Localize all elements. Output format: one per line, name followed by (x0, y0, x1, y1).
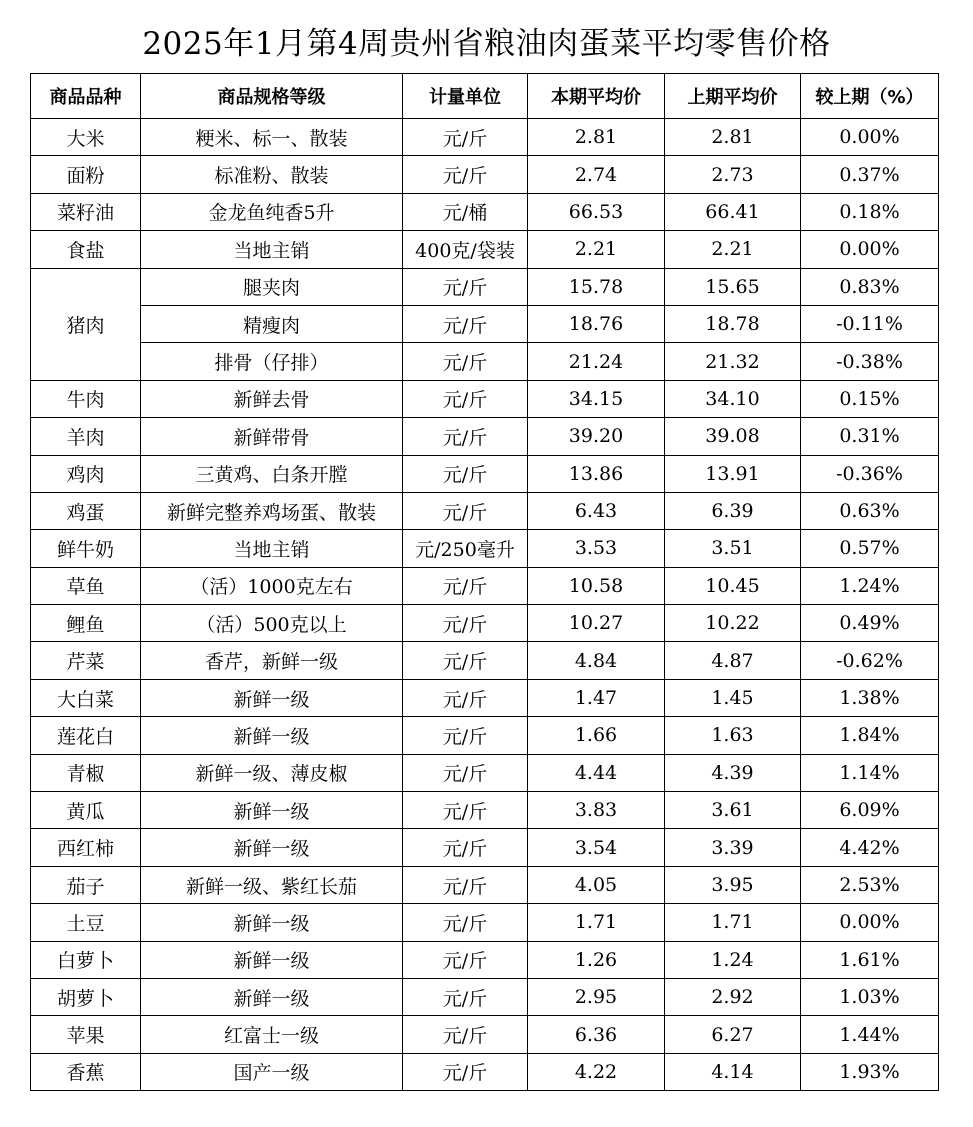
table-row (31, 978, 939, 1015)
cell-unit: 元/斤 (403, 343, 528, 380)
cell-change: 1.14% (801, 754, 939, 791)
cell-spec: 当地主销 (141, 530, 403, 567)
cell-category: 草鱼 (31, 567, 141, 604)
table-row (31, 193, 939, 230)
cell-change: 1.93% (801, 1053, 939, 1090)
cell-category: 茄子 (31, 866, 141, 903)
cell-unit: 元/斤 (403, 305, 528, 342)
cell-previous-price: 66.41 (665, 193, 801, 230)
cell-spec: 排骨（仔排） (141, 343, 403, 380)
cell-change: 0.18% (801, 193, 939, 230)
cell-change: -0.38% (801, 343, 939, 380)
cell-change: -0.11% (801, 305, 939, 342)
table-row (31, 305, 939, 342)
cell-category: 胡萝卜 (31, 978, 141, 1015)
cell-previous-price: 34.10 (665, 380, 801, 417)
cell-category: 芹菜 (31, 642, 141, 679)
cell-spec: 红富士一级 (141, 1016, 403, 1053)
cell-previous-price: 10.45 (665, 567, 801, 604)
cell-category: 面粉 (31, 156, 141, 193)
table-row (31, 492, 939, 529)
cell-current-price: 2.81 (528, 119, 665, 156)
cell-change: 0.00% (801, 119, 939, 156)
cell-previous-price: 6.27 (665, 1016, 801, 1053)
cell-spec: 标准粉、散装 (141, 156, 403, 193)
table-row (31, 231, 939, 268)
page-title: 2025年1月第4周贵州省粮油肉蛋菜平均零售价格 (142, 26, 831, 62)
cell-unit: 元/斤 (403, 418, 528, 455)
cell-previous-price: 15.65 (665, 268, 801, 305)
table-row (31, 605, 939, 642)
cell-previous-price: 2.92 (665, 978, 801, 1015)
cell-spec: 新鲜一级 (141, 904, 403, 941)
cell-change: 0.49% (801, 605, 939, 642)
cell-current-price: 6.36 (528, 1016, 665, 1053)
cell-previous-price: 18.78 (665, 305, 801, 342)
cell-category: 鲜牛奶 (31, 530, 141, 567)
cell-previous-price: 3.61 (665, 792, 801, 829)
cell-unit: 元/斤 (403, 978, 528, 1015)
cell-unit: 元/斤 (403, 567, 528, 604)
cell-change: 1.44% (801, 1016, 939, 1053)
cell-unit: 元/斤 (403, 866, 528, 903)
table-row (31, 343, 939, 380)
cell-category: 猪肉 (31, 268, 141, 380)
cell-current-price: 4.22 (528, 1053, 665, 1090)
cell-previous-price: 13.91 (665, 455, 801, 492)
cell-previous-price: 1.45 (665, 679, 801, 716)
cell-unit: 元/斤 (403, 605, 528, 642)
cell-current-price: 39.20 (528, 418, 665, 455)
cell-spec: 腿夹肉 (141, 268, 403, 305)
cell-category: 黄瓜 (31, 792, 141, 829)
cell-unit: 元/斤 (403, 1053, 528, 1090)
cell-change: 2.53% (801, 866, 939, 903)
cell-previous-price: 4.14 (665, 1053, 801, 1090)
cell-unit: 元/斤 (403, 941, 528, 978)
cell-spec: 精瘦肉 (141, 305, 403, 342)
cell-category: 西红柿 (31, 829, 141, 866)
cell-unit: 元/斤 (403, 492, 528, 529)
table-row (31, 792, 939, 829)
cell-spec: 新鲜一级 (141, 829, 403, 866)
cell-previous-price: 10.22 (665, 605, 801, 642)
cell-change: -0.62% (801, 642, 939, 679)
header-change: 较上期（%） (801, 74, 939, 119)
cell-spec: 新鲜一级 (141, 978, 403, 1015)
cell-previous-price: 3.39 (665, 829, 801, 866)
cell-spec: 新鲜一级、薄皮椒 (141, 754, 403, 791)
table-row (31, 567, 939, 604)
cell-current-price: 4.05 (528, 866, 665, 903)
header-unit: 计量单位 (403, 74, 528, 119)
table-row (31, 380, 939, 417)
table-row (31, 642, 939, 679)
cell-spec: 当地主销 (141, 231, 403, 268)
cell-category: 鸡蛋 (31, 492, 141, 529)
table-row (31, 679, 939, 716)
cell-spec: （活）500克以上 (141, 605, 403, 642)
cell-unit: 元/斤 (403, 455, 528, 492)
cell-unit: 元/250毫升 (403, 530, 528, 567)
cell-current-price: 10.27 (528, 605, 665, 642)
table-row (31, 268, 939, 305)
cell-unit: 元/斤 (403, 904, 528, 941)
header-category: 商品品种 (31, 74, 141, 119)
cell-change: 1.61% (801, 941, 939, 978)
cell-previous-price: 1.71 (665, 904, 801, 941)
cell-category: 苹果 (31, 1016, 141, 1053)
cell-spec: 新鲜一级、紫红长茄 (141, 866, 403, 903)
cell-category: 土豆 (31, 904, 141, 941)
cell-spec: 新鲜完整养鸡场蛋、散装 (141, 492, 403, 529)
table-row (31, 829, 939, 866)
table-row (31, 455, 939, 492)
cell-spec: （活）1000克左右 (141, 567, 403, 604)
cell-spec: 香芹，新鲜一级 (141, 642, 403, 679)
cell-change: -0.36% (801, 455, 939, 492)
cell-change: 0.00% (801, 231, 939, 268)
cell-current-price: 13.86 (528, 455, 665, 492)
cell-current-price: 4.84 (528, 642, 665, 679)
cell-spec: 新鲜一级 (141, 941, 403, 978)
cell-unit: 元/斤 (403, 268, 528, 305)
cell-previous-price: 2.21 (665, 231, 801, 268)
table-row (31, 904, 939, 941)
cell-current-price: 1.26 (528, 941, 665, 978)
cell-current-price: 18.76 (528, 305, 665, 342)
cell-previous-price: 4.39 (665, 754, 801, 791)
cell-current-price: 34.15 (528, 380, 665, 417)
cell-current-price: 15.78 (528, 268, 665, 305)
cell-current-price: 1.71 (528, 904, 665, 941)
cell-category: 食盐 (31, 231, 141, 268)
table-row (31, 754, 939, 791)
cell-spec: 新鲜一级 (141, 679, 403, 716)
cell-spec: 金龙鱼纯香5升 (141, 193, 403, 230)
cell-previous-price: 6.39 (665, 492, 801, 529)
cell-previous-price: 4.87 (665, 642, 801, 679)
cell-unit: 元/斤 (403, 717, 528, 754)
cell-current-price: 21.24 (528, 343, 665, 380)
cell-category: 羊肉 (31, 418, 141, 455)
cell-previous-price: 2.73 (665, 156, 801, 193)
cell-current-price: 2.95 (528, 978, 665, 1015)
cell-spec: 三黄鸡、白条开膛 (141, 455, 403, 492)
cell-unit: 400克/袋装 (403, 231, 528, 268)
cell-previous-price: 3.51 (665, 530, 801, 567)
cell-spec: 粳米、标一、散装 (141, 119, 403, 156)
table-row (31, 530, 939, 567)
cell-previous-price: 1.24 (665, 941, 801, 978)
cell-category: 青椒 (31, 754, 141, 791)
cell-change: 0.63% (801, 492, 939, 529)
cell-spec: 新鲜去骨 (141, 380, 403, 417)
table-row (31, 941, 939, 978)
cell-unit: 元/斤 (403, 156, 528, 193)
table-row (31, 1053, 939, 1090)
cell-category: 莲花白 (31, 717, 141, 754)
cell-current-price: 1.66 (528, 717, 665, 754)
table-row (31, 119, 939, 156)
cell-current-price: 66.53 (528, 193, 665, 230)
cell-previous-price: 39.08 (665, 418, 801, 455)
cell-change: 1.84% (801, 717, 939, 754)
cell-previous-price: 1.63 (665, 717, 801, 754)
cell-unit: 元/斤 (403, 380, 528, 417)
table-row (31, 418, 939, 455)
cell-change: 0.37% (801, 156, 939, 193)
cell-category: 大米 (31, 119, 141, 156)
cell-unit: 元/斤 (403, 642, 528, 679)
cell-current-price: 3.54 (528, 829, 665, 866)
cell-unit: 元/斤 (403, 754, 528, 791)
cell-change: 1.38% (801, 679, 939, 716)
header-previous-price: 上期平均价 (665, 74, 801, 119)
cell-spec: 新鲜带骨 (141, 418, 403, 455)
cell-current-price: 4.44 (528, 754, 665, 791)
cell-unit: 元/斤 (403, 679, 528, 716)
cell-spec: 新鲜一级 (141, 717, 403, 754)
cell-category: 鲤鱼 (31, 605, 141, 642)
cell-category: 鸡肉 (31, 455, 141, 492)
table-body (31, 119, 939, 1091)
cell-change: 0.57% (801, 530, 939, 567)
cell-current-price: 3.53 (528, 530, 665, 567)
cell-previous-price: 2.81 (665, 119, 801, 156)
cell-previous-price: 21.32 (665, 343, 801, 380)
cell-spec: 国产一级 (141, 1053, 403, 1090)
cell-current-price: 1.47 (528, 679, 665, 716)
table-header-row (31, 74, 939, 119)
table-row (31, 866, 939, 903)
cell-category: 白萝卜 (31, 941, 141, 978)
header-current-price: 本期平均价 (528, 74, 665, 119)
cell-change: 6.09% (801, 792, 939, 829)
cell-change: 0.00% (801, 904, 939, 941)
cell-change: 4.42% (801, 829, 939, 866)
cell-unit: 元/桶 (403, 193, 528, 230)
cell-category: 香蕉 (31, 1053, 141, 1090)
header-spec: 商品规格等级 (141, 74, 403, 119)
cell-unit: 元/斤 (403, 792, 528, 829)
cell-spec: 新鲜一级 (141, 792, 403, 829)
cell-current-price: 2.21 (528, 231, 665, 268)
cell-category: 菜籽油 (31, 193, 141, 230)
table-row (31, 156, 939, 193)
cell-current-price: 3.83 (528, 792, 665, 829)
cell-change: 0.15% (801, 380, 939, 417)
cell-category: 牛肉 (31, 380, 141, 417)
cell-change: 1.24% (801, 567, 939, 604)
price-table (30, 73, 939, 1091)
cell-unit: 元/斤 (403, 119, 528, 156)
cell-change: 0.31% (801, 418, 939, 455)
cell-previous-price: 3.95 (665, 866, 801, 903)
cell-current-price: 2.74 (528, 156, 665, 193)
cell-change: 1.03% (801, 978, 939, 1015)
cell-unit: 元/斤 (403, 829, 528, 866)
table-row (31, 717, 939, 754)
cell-current-price: 10.58 (528, 567, 665, 604)
cell-unit: 元/斤 (403, 1016, 528, 1053)
cell-current-price: 6.43 (528, 492, 665, 529)
cell-category: 大白菜 (31, 679, 141, 716)
cell-change: 0.83% (801, 268, 939, 305)
table-row (31, 1016, 939, 1053)
